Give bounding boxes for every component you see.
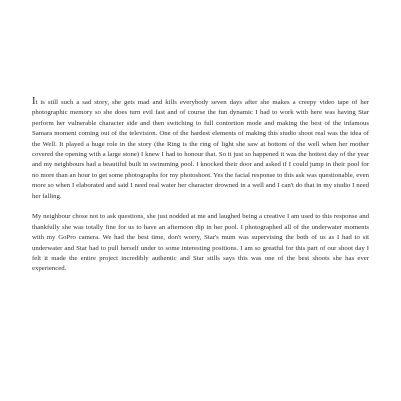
drop-cap-letter: I (32, 96, 36, 107)
paragraph-1-text: t is still such a sad story, she gets mad and kills everybody seven days after she makes a creepy video tape of her photographic memory so she does turn evil fast and of course the fun dynamic I had to work with here was having Star perform her vulnerable character side and then switching to full contortion mode and making the best of the infamous Samara moment coming out of the television. One of the hardest elements of making this studio shoot real was the idea of the Well. It played a huge role in the story (the Ring is the ring of light she saw at bottom of the well when her mother covered the opening with a large stone) I knew I had to honour that. So it just so happened it was the hottest day of the year and my neighbours had a beautiful built in swimming pool. I knocked their door and asked if I could jump in their pool for no more than an hour to get some photographs for my photoshoot. Yes the facial response to this ask was questionable, even more so when I elaborated and said I need real water her character drowned in a well and I can't do that in my studio I need her falling. (32, 99, 369, 200)
body-text (32, 98, 369, 275)
paragraph-2-text: My neighbour chose not to ask questions, she just nodded at me and laughed being a creative I am used to this response and thankfully she was totally fine for us to have an afternoon dip in her pool. I photographed all of the underwater moments with my GoPro camera. We had the best time, don't worry, Star's mum was supervising the both of us as I had to sit underwater and Star had to pull herself under to some interesting positions. I am so greatful for this part of our shoot day I felt it made the entire project incredibly authentic and Star stills says this was one of the best shoots she has ever experienced. (32, 213, 369, 273)
paragraph-2 (32, 212, 369, 274)
paragraph-1 (32, 98, 369, 202)
